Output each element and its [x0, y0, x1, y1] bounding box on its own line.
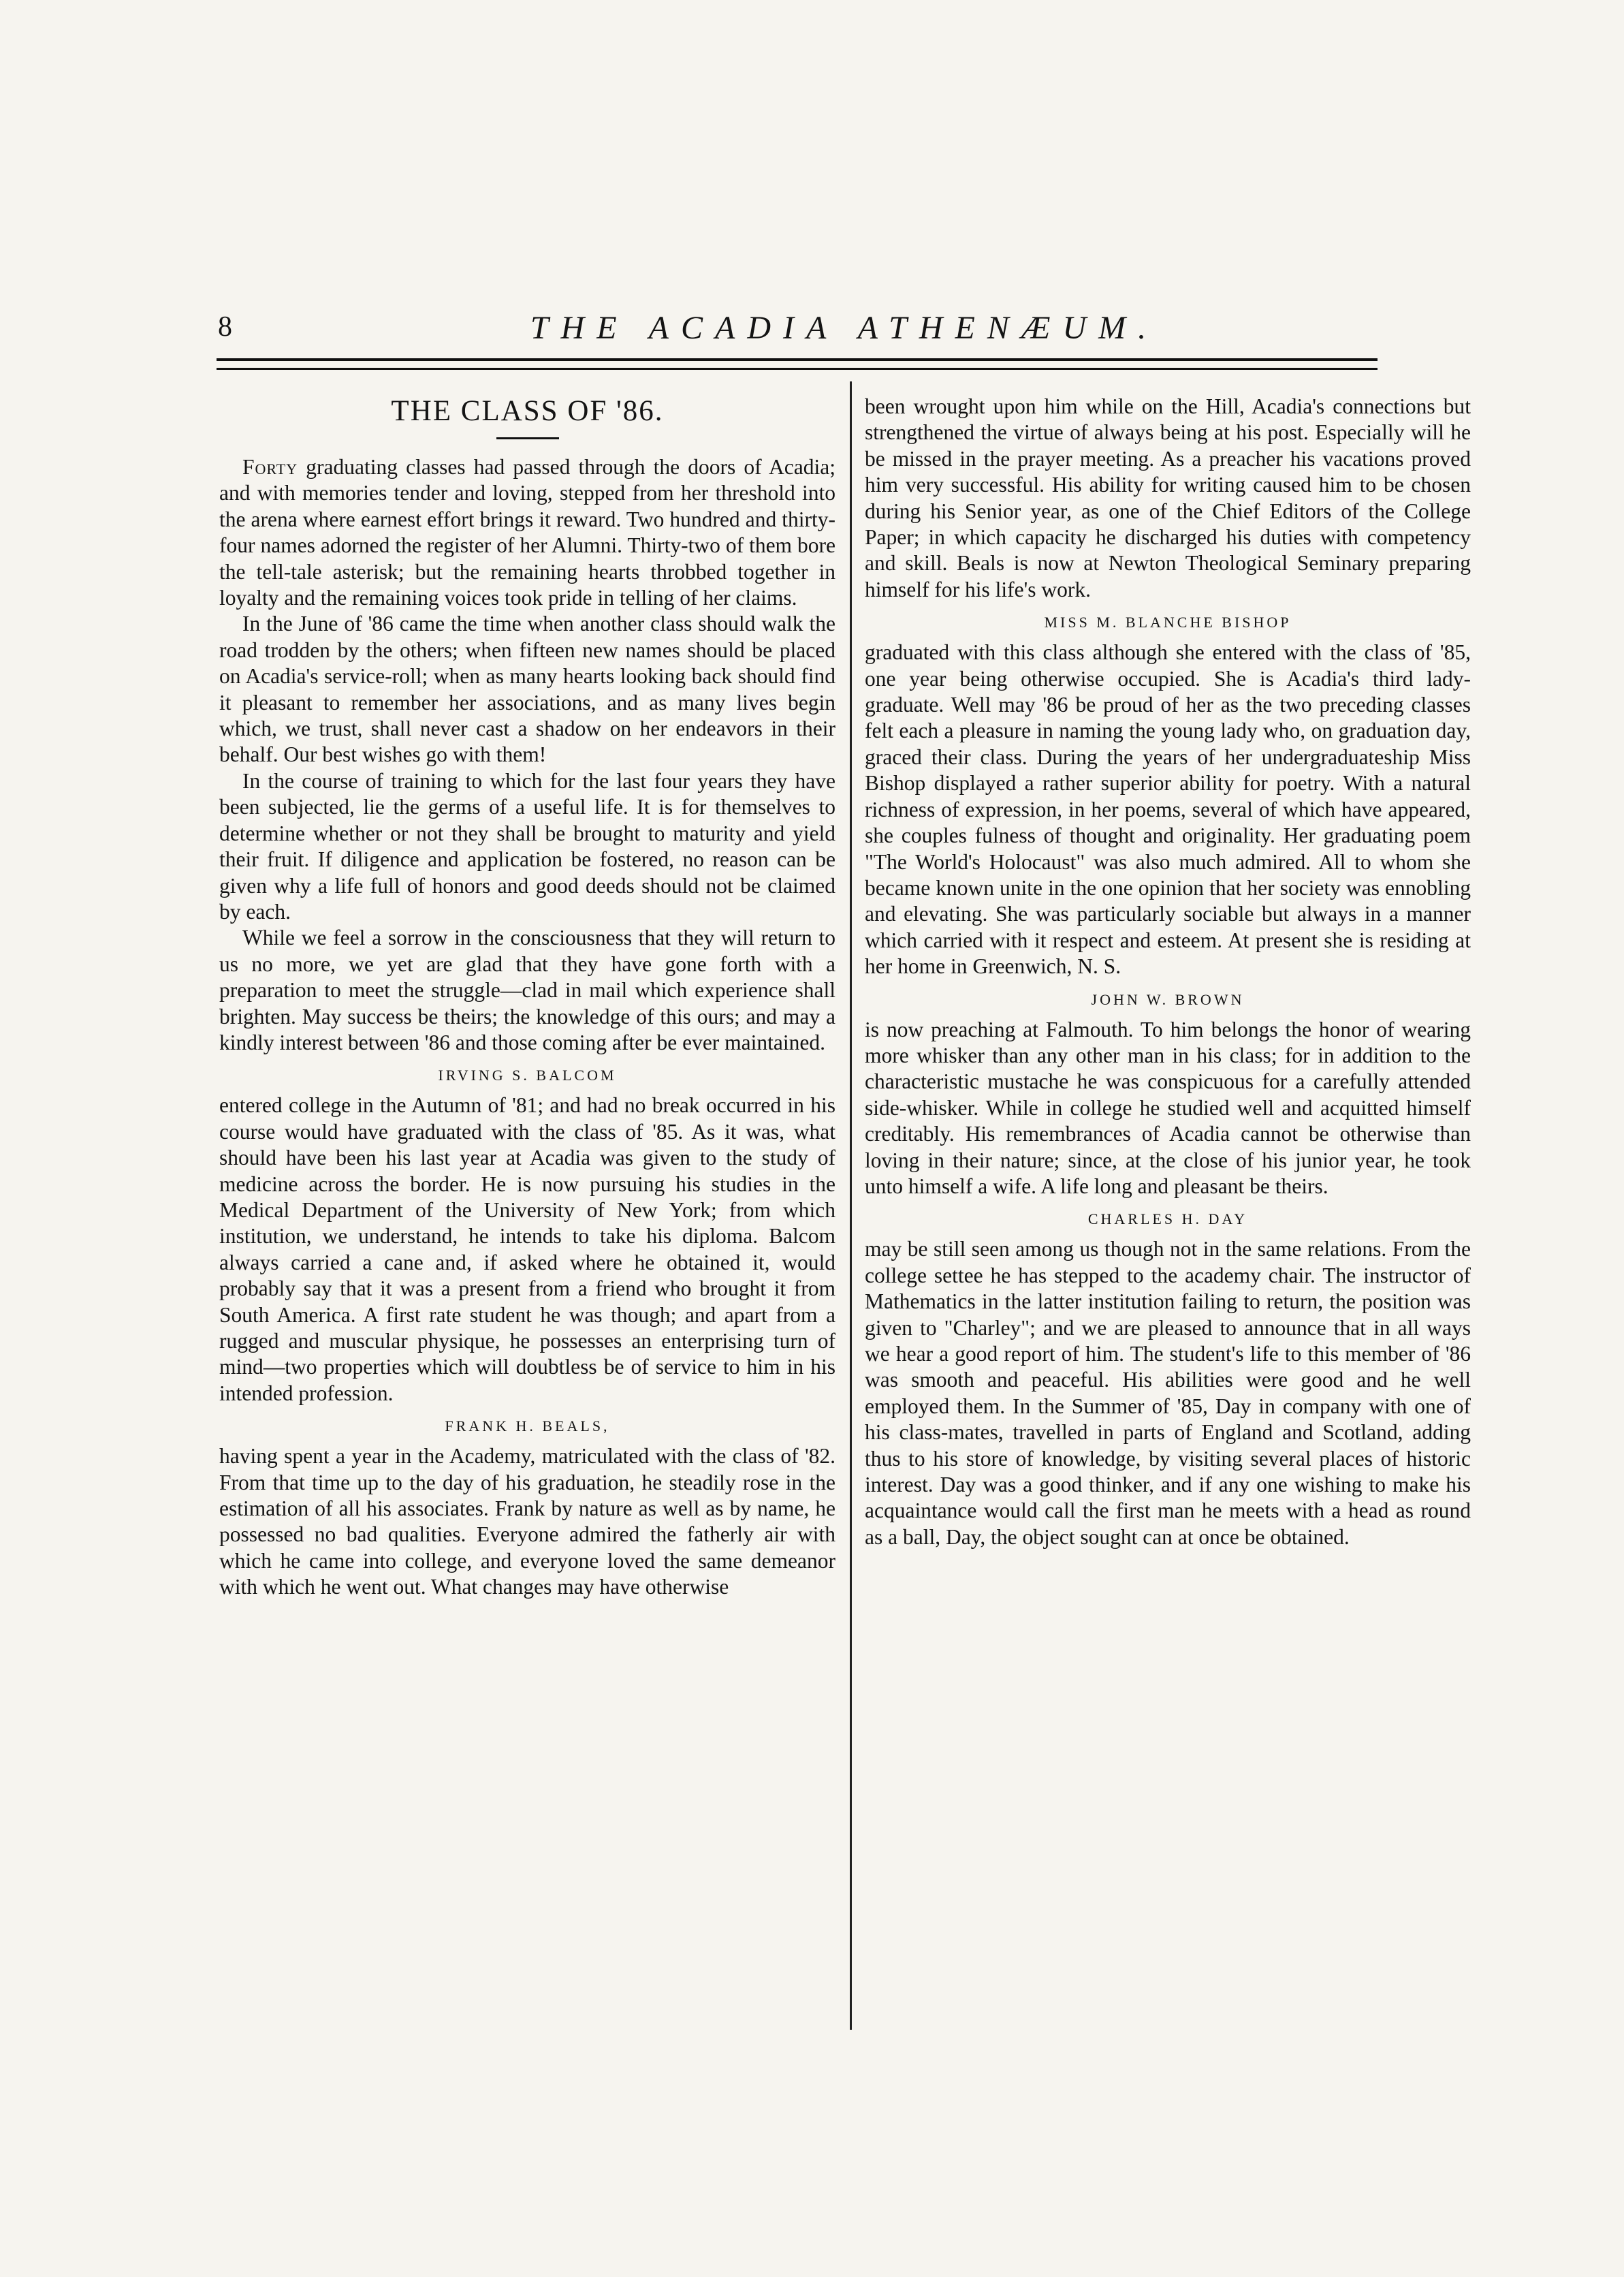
- lead-word: Forty: [242, 455, 298, 479]
- section-heading: JOHN W. BROWN: [1091, 990, 1245, 1008]
- section-heading: MISS M. BLANCHE BISHOP: [1044, 614, 1292, 631]
- column-divider: [850, 381, 852, 2030]
- section-body: may be still seen among us though not in the same relations. From the college settee he has stepped to the academy chair. The instructor of Mathematics in the latter institution failing to return, the position was given to "Charley"; and we are pleased to announce that in all ways we hear a good report of him. The student's life to this member of '86 was smooth and peaceful. His abilities were good and he well employed them. In the Summer of '85, Day in company with one of his class-mates, travelled in parts of England and Scotland, adding thus to his store of knowledge, by visiting several places of historic interest. Day was a good thinker, and if any one wishing to make his acquaintance would call the first man he meets with a head as round as a ball, Day, the object sought can at once be obtained.: [865, 1237, 1471, 1549]
- section-body: having spent a year in the Academy, matriculated with the class of '82. From that time up to the day of his graduation, he steadily rose in the estimation of all his associates. Frank by nature as well as by name, he possessed no bad qualities. Everyone admired the fatherly air with which he came into college, and everyone loved the same demeanor with which he went out. What changes may have otherwise: [219, 1444, 835, 1599]
- right-column: [865, 394, 1471, 1550]
- left-column: [219, 394, 835, 1601]
- intro-paragraph: While we feel a sorrow in the consciousness that they will return to us no more, we yet are glad that they have gone forth with a preparation to meet the struggle—clad in mail which experience shall brighten. May success be theirs; the knowledge of this ours; and may a kindly interest between '86 and those coming after be ever maintained.: [219, 926, 835, 1054]
- section-body: graduated with this class although she entered with the class of '85, one year being otherwise occupied. She is Acadia's third lady-graduate. Well may '86 be proud of her as the two preceding classes felt each a pleasure in naming the young lady who, on graduation day, graced their class. During the years of her undergraduateship Miss Bishop displayed a rather superior ability for poetry. With a natural richness of expression, in her poems, several of which have appeared, she couples fulness of thought and originality. Her graduating poem "The World's Holocaust" was also much admired. All to whom she became known unite in the one opinion that her society was ennobling and elevating. She was particularly sociable but always in a manner which carried with it respect and esteem. At present she is residing at her home in Greenwich, N. S.: [865, 640, 1471, 979]
- header-rule-top: [217, 358, 1378, 361]
- intro-paragraph: In the June of '86 came the time when another class should walk the road trodden by the others; when fifteen new names should be placed on Acadia's service-roll; when as many hearts looking back should find it pleasant to remember her associations, and as many lives begin which, we trust, shall never cast a shadow on her endeavors in their behalf. Our best wishes go with them!: [219, 612, 835, 767]
- intro-paragraph: In the course of training to which for the last four years they have been subjected, lie the germs of a useful life. It is for themselves to determine whether or not they shall be brought to maturity and yield their fruit. If diligence and application be fostered, no reason can be given why a life full of honors and good deeds should not be claimed by each.: [219, 768, 835, 924]
- article-title: THE CLASS OF '86.: [391, 395, 664, 427]
- section-body: is now preaching at Falmouth. To him belongs the honor of wearing more whisker than any other man in his class; for in addition to the characteristic mustache he was conspicuous for a carefully attended side-whisker. While in college he studied well and acquitted himself creditably. His remembrances of Acadia cannot be otherwise than loving in their nature; since, at the close of his junior year, he took unto himself a wife. A life long and pleasant be theirs.: [865, 1017, 1471, 1198]
- page-number: 8: [218, 311, 232, 343]
- section-body: entered college in the Autumn of '81; and had no break occurred in his course would have graduated with the class of '85. As it was, what should have been his last year at Acadia was given to the study of medicine across the border. He is now pursuing his studies in the Medical Department of the University of New York; from which institution, we understand, he intends to take his diploma. Balcom always carried a cane and, if asked where he obtained it, would probably say that it was a present from a friend who brought it from South America. A first rate student he was though; and apart from a rugged and muscular physique, he possesses an enterprising turn of mind—two properties which will doubtless be of service to him in his intended profession.: [219, 1093, 835, 1405]
- section-heading: IRVING S. BALCOM: [438, 1067, 617, 1084]
- section-heading: FRANK H. BEALS,: [445, 1417, 610, 1435]
- title-rule: [496, 437, 559, 439]
- header-rule-bottom: [217, 368, 1378, 370]
- continuation-paragraph: been wrought upon him while on the Hill, Acadia's connections but strengthened the virtue of always being at his post. Especially will he be missed in the prayer meeting. As a preacher his vacations proved him very successful. His ability for writing caused him to be chosen during his Senior year, as one of the Chief Editors of the College Paper; in which capacity he discharged his duties with competency and skill. Beals is now at Newton Theological Seminary preparing himself for his life's work.: [865, 394, 1471, 601]
- section-heading: CHARLES H. DAY: [1087, 1210, 1248, 1228]
- intro-paragraph: Forty graduating classes had passed through the doors of Acadia; and with memories tender and loving, stepped from her threshold into the arena where earnest effort brings it reward. Two hundred and thirty-four names adorned the register of her Alumni. Thirty-two of them bore the tell-tale asterisk; but the remaining hearts throbbed together in loyalty and the remaining voices took pride in telling of her claims.: [219, 455, 835, 610]
- running-title: THE ACADIA ATHENÆUM.: [530, 310, 1159, 346]
